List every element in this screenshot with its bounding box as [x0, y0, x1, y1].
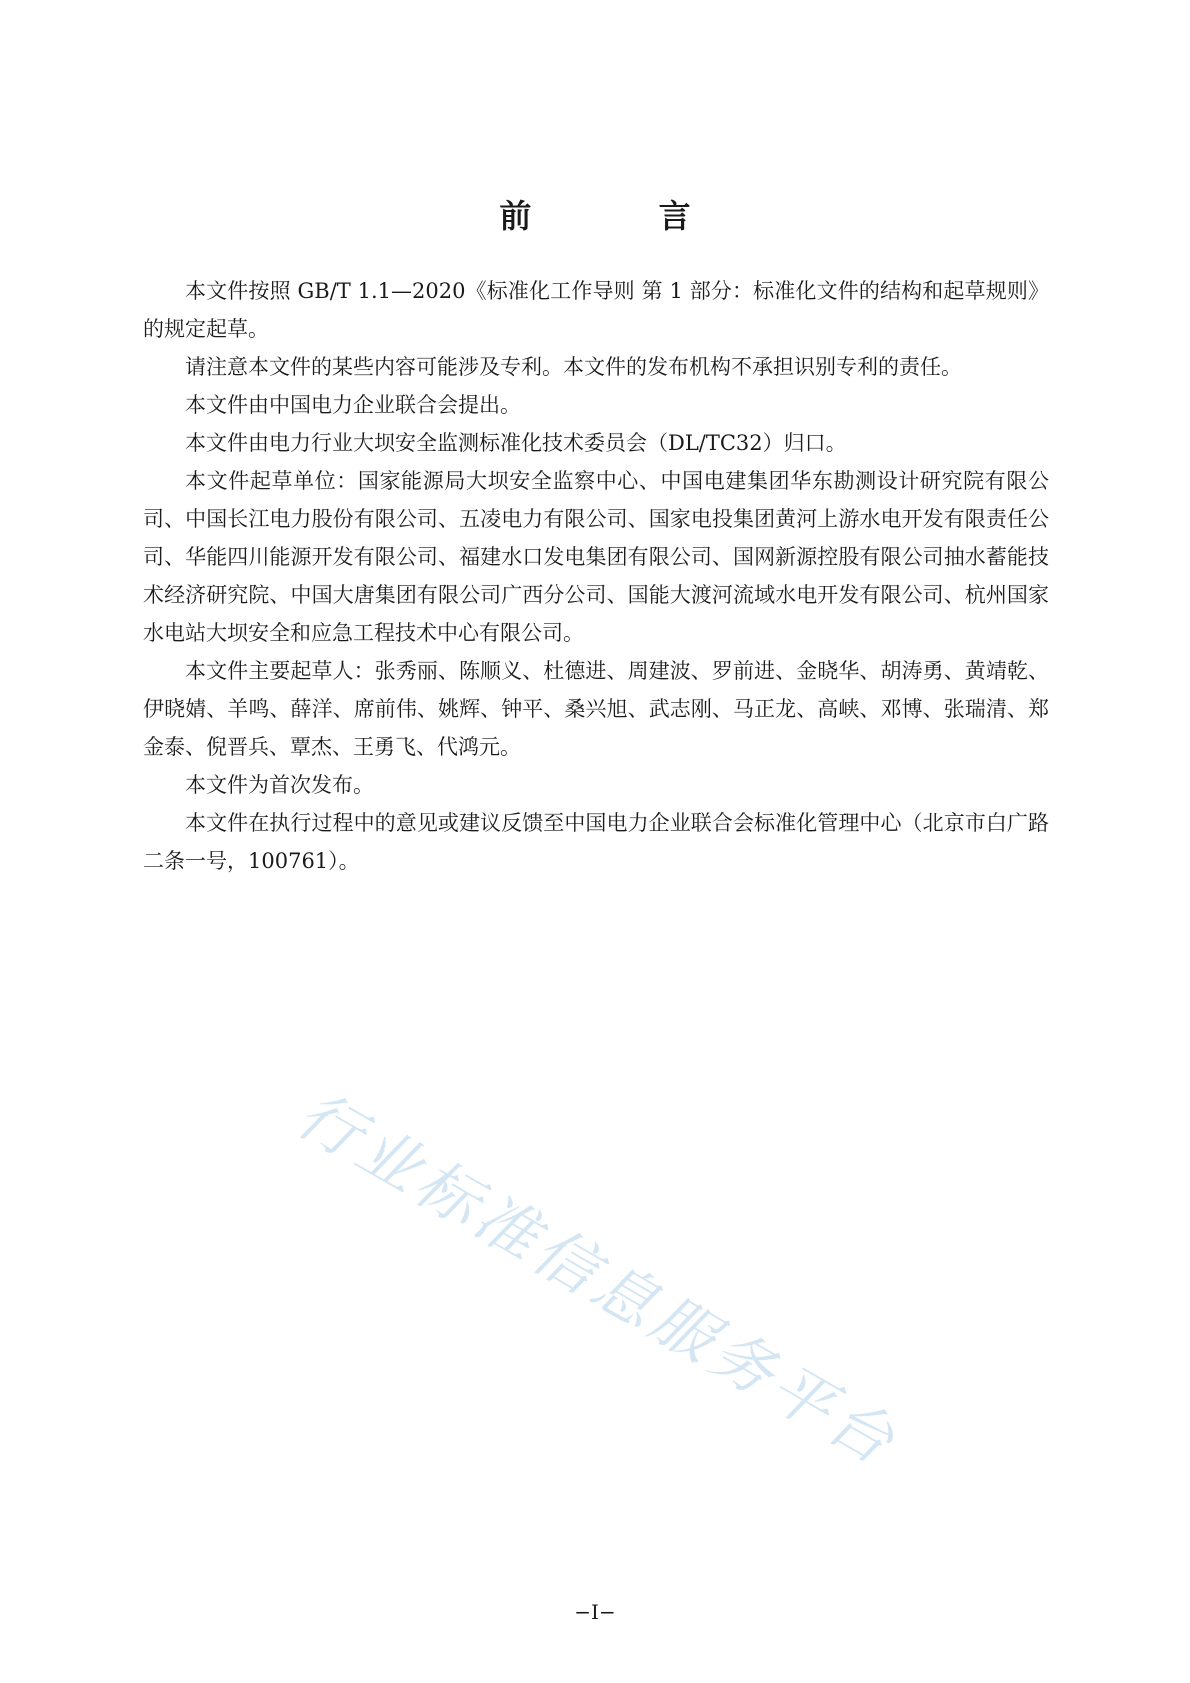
paragraph-drafters: 本文件主要起草人：张秀丽、陈顺义、杜德进、周建波、罗前进、金晓华、胡涛勇、黄靖乾、伊晓婧、羊鸣、薛洋、席前伟、姚辉、钟平、桑兴旭、武志刚、马正龙、高峡、邓博、张瑞清、郑金泰、倪晋兵、覃杰、王勇飞、代鸿元。 — [143, 659, 1049, 759]
paragraph-technical-committee: 本文件由电力行业大坝安全监测标准化技术委员会（DL/TC32）归口。 — [185, 431, 847, 455]
paragraph-first-release: 本文件为首次发布。 — [185, 773, 374, 797]
paragraph-drafting-rules: 本文件按照 GB/T 1.1—2020《标准化工作导则 第 1 部分：标准化文件的结构和起草规则》的规定起草。 — [143, 279, 1049, 341]
page-number: −I− — [574, 1600, 616, 1624]
paragraph-proposer: 本文件由中国电力企业联合会提出。 — [185, 393, 521, 417]
paragraph-feedback: 本文件在执行过程中的意见或建议反馈至中国电力企业联合会标准化管理中心（北京市白广路二条一号，100761）。 — [143, 811, 1049, 873]
foreword-body — [143, 272, 1049, 880]
watermark: 行业标准信息服务平台 — [285, 1077, 911, 1481]
paragraph-patent-notice: 请注意本文件的某些内容可能涉及专利。本文件的发布机构不承担识别专利的责任。 — [185, 355, 962, 379]
paragraph-drafting-units: 本文件起草单位：国家能源局大坝安全监察中心、中国电建集团华东勘测设计研究院有限公司、中国长江电力股份有限公司、五凌电力有限公司、国家电投集团黄河上游水电开发有限责任公司、华能四川能源开发有限公司、福建水口发电集团有限公司、国网新源控股有限公司抽水蓄能技术经济研究院、中国大唐集团有限公司广西分公司、国能大渡河流域水电开发有限公司、杭州国家水电站大坝安全和应急工程技术中心有限公司。 — [143, 469, 1049, 645]
page-title: 前 言 — [499, 197, 749, 235]
